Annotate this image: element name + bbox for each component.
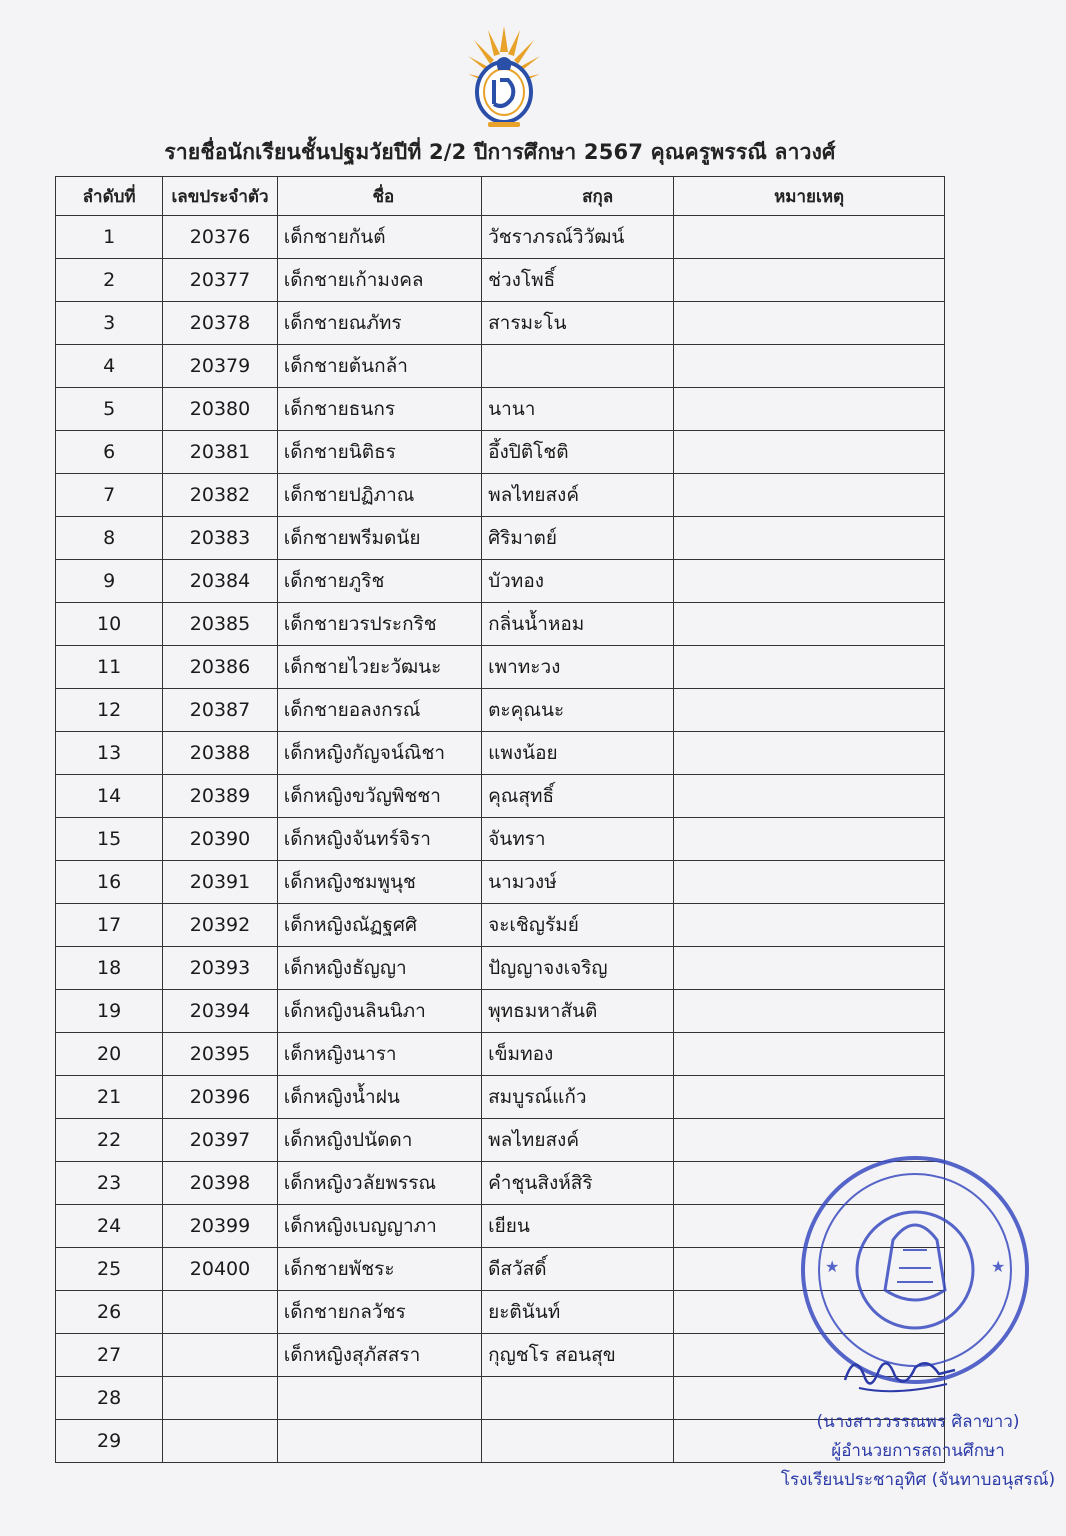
cell-number: 8 bbox=[56, 517, 163, 560]
cell-first-name: เด็กชายกลวัชร bbox=[277, 1291, 481, 1334]
cell-last-name bbox=[482, 345, 674, 388]
cell-student-id: 20390 bbox=[163, 818, 277, 861]
cell-number: 1 bbox=[56, 216, 163, 259]
cell-number: 21 bbox=[56, 1076, 163, 1119]
cell-last-name: แพงน้อย bbox=[482, 732, 674, 775]
cell-student-id: 20384 bbox=[163, 560, 277, 603]
cell-first-name: เด็กหญิงจันทร์จิรา bbox=[277, 818, 481, 861]
cell-student-id: 20379 bbox=[163, 345, 277, 388]
cell-student-id: 20380 bbox=[163, 388, 277, 431]
table-row bbox=[56, 302, 945, 345]
cell-first-name: เด็กชายวรประกริช bbox=[277, 603, 481, 646]
cell-first-name: เด็กชายเก้ามงคล bbox=[277, 259, 481, 302]
cell-last-name: ปัญญาจงเจริญ bbox=[482, 947, 674, 990]
cell-first-name: เด็กชายอลงกรณ์ bbox=[277, 689, 481, 732]
cell-last-name: วัชราภรณ์วิวัฒน์ bbox=[482, 216, 674, 259]
table-row bbox=[56, 646, 945, 689]
cell-first-name: เด็กหญิงเบญญาภา bbox=[277, 1205, 481, 1248]
cell-last-name: ศิริมาตย์ bbox=[482, 517, 674, 560]
cell-number: 6 bbox=[56, 431, 163, 474]
cell-first-name: เด็กหญิงนารา bbox=[277, 1033, 481, 1076]
cell-last-name: พลไทยสงค์ bbox=[482, 1119, 674, 1162]
cell-last-name: เยียน bbox=[482, 1205, 674, 1248]
table-row bbox=[56, 431, 945, 474]
cell-first-name: เด็กหญิงธัญญา bbox=[277, 947, 481, 990]
cell-first-name: เด็กหญิงนลินนิภา bbox=[277, 990, 481, 1033]
cell-number: 22 bbox=[56, 1119, 163, 1162]
table-row bbox=[56, 904, 945, 947]
handwritten-signature bbox=[835, 1340, 965, 1400]
cell-last-name: จะเชิญรัมย์ bbox=[482, 904, 674, 947]
cell-number: 23 bbox=[56, 1162, 163, 1205]
table-row bbox=[56, 560, 945, 603]
table-row bbox=[56, 689, 945, 732]
table-row bbox=[56, 345, 945, 388]
table-row bbox=[56, 947, 945, 990]
cell-last-name: ตะคุณนะ bbox=[482, 689, 674, 732]
cell-last-name: คุณสุทธิ์ bbox=[482, 775, 674, 818]
school-emblem-icon bbox=[466, 22, 542, 130]
cell-last-name: ดีสวัสดิ์ bbox=[482, 1248, 674, 1291]
cell-first-name: เด็กหญิงปนัดดา bbox=[277, 1119, 481, 1162]
cell-number: 5 bbox=[56, 388, 163, 431]
cell-first-name: เด็กหญิงชมพูนุช bbox=[277, 861, 481, 904]
table-row bbox=[56, 517, 945, 560]
cell-remarks bbox=[674, 517, 945, 560]
cell-remarks bbox=[674, 474, 945, 517]
cell-remarks bbox=[674, 1033, 945, 1076]
cell-student-id: 20376 bbox=[163, 216, 277, 259]
cell-student-id: 20381 bbox=[163, 431, 277, 474]
cell-first-name: เด็กชายธนกร bbox=[277, 388, 481, 431]
cell-number: 3 bbox=[56, 302, 163, 345]
cell-first-name: เด็กชายภูริช bbox=[277, 560, 481, 603]
cell-student-id: 20388 bbox=[163, 732, 277, 775]
cell-remarks bbox=[674, 388, 945, 431]
svg-text:★: ★ bbox=[825, 1257, 840, 1276]
cell-remarks bbox=[674, 431, 945, 474]
cell-first-name: เด็กชายกันต์ bbox=[277, 216, 481, 259]
cell-first-name: เด็กชายปฏิภาณ bbox=[277, 474, 481, 517]
cell-student-id: 20395 bbox=[163, 1033, 277, 1076]
cell-last-name: นามวงษ์ bbox=[482, 861, 674, 904]
cell-remarks bbox=[674, 216, 945, 259]
cell-last-name: เพาทะวง bbox=[482, 646, 674, 689]
table-row bbox=[56, 259, 945, 302]
cell-student-id: 20394 bbox=[163, 990, 277, 1033]
cell-remarks bbox=[674, 646, 945, 689]
cell-first-name: เด็กหญิงน้ำฝน bbox=[277, 1076, 481, 1119]
cell-remarks bbox=[674, 302, 945, 345]
cell-last-name: อึ้งปิติโชติ bbox=[482, 431, 674, 474]
table-row bbox=[56, 732, 945, 775]
cell-first-name: เด็กหญิงวลัยพรรณ bbox=[277, 1162, 481, 1205]
table-row bbox=[56, 1076, 945, 1119]
table-header-row bbox=[56, 177, 945, 216]
cell-remarks bbox=[674, 1076, 945, 1119]
cell-student-id: 20386 bbox=[163, 646, 277, 689]
cell-student-id: 20396 bbox=[163, 1076, 277, 1119]
signature-block bbox=[770, 1408, 1066, 1495]
cell-remarks bbox=[674, 775, 945, 818]
cell-last-name: นานา bbox=[482, 388, 674, 431]
cell-number: 4 bbox=[56, 345, 163, 388]
cell-first-name: เด็กหญิงสุภัสสรา bbox=[277, 1334, 481, 1377]
cell-number: 14 bbox=[56, 775, 163, 818]
cell-remarks bbox=[674, 904, 945, 947]
cell-last-name: กุญชโร สอนสุข bbox=[482, 1334, 674, 1377]
cell-student-id: 20378 bbox=[163, 302, 277, 345]
cell-first-name: เด็กชายณภัทร bbox=[277, 302, 481, 345]
cell-last-name: จันทรา bbox=[482, 818, 674, 861]
column-header-remarks: หมายเหตุ bbox=[674, 177, 945, 216]
cell-first-name bbox=[277, 1377, 481, 1420]
cell-last-name bbox=[482, 1377, 674, 1420]
cell-last-name: ยะตินันท์ bbox=[482, 1291, 674, 1334]
cell-number: 29 bbox=[56, 1420, 163, 1463]
cell-number: 19 bbox=[56, 990, 163, 1033]
cell-student-id: 20385 bbox=[163, 603, 277, 646]
cell-student-id: 20387 bbox=[163, 689, 277, 732]
cell-first-name bbox=[277, 1420, 481, 1463]
cell-remarks bbox=[674, 259, 945, 302]
cell-remarks bbox=[674, 603, 945, 646]
cell-remarks bbox=[674, 689, 945, 732]
table-row bbox=[56, 1033, 945, 1076]
column-header-first-name: ชื่อ bbox=[277, 177, 481, 216]
cell-student-id: 20399 bbox=[163, 1205, 277, 1248]
cell-first-name: เด็กหญิงณัฏฐศศิ bbox=[277, 904, 481, 947]
cell-remarks bbox=[674, 345, 945, 388]
table-row bbox=[56, 216, 945, 259]
cell-number: 9 bbox=[56, 560, 163, 603]
school-name: โรงเรียนประชาอุทิศ (จันทาบอนุสรณ์) bbox=[780, 1470, 1056, 1490]
cell-remarks bbox=[674, 818, 945, 861]
cell-number: 17 bbox=[56, 904, 163, 947]
cell-student-id: 20389 bbox=[163, 775, 277, 818]
cell-first-name: เด็กหญิงกัญจน์ณิชา bbox=[277, 732, 481, 775]
signatory-name: (นางสาววรรณพร ศิลาขาว) bbox=[816, 1412, 1020, 1432]
cell-student-id: 20383 bbox=[163, 517, 277, 560]
cell-number: 24 bbox=[56, 1205, 163, 1248]
column-header-number: ลำดับที่ bbox=[56, 177, 163, 216]
cell-student-id: 20392 bbox=[163, 904, 277, 947]
cell-student-id: 20400 bbox=[163, 1248, 277, 1291]
cell-number: 27 bbox=[56, 1334, 163, 1377]
cell-last-name: พลไทยสงค์ bbox=[482, 474, 674, 517]
table-row bbox=[56, 775, 945, 818]
cell-first-name: เด็กชายพัชระ bbox=[277, 1248, 481, 1291]
cell-remarks bbox=[674, 560, 945, 603]
cell-number: 16 bbox=[56, 861, 163, 904]
table-row bbox=[56, 474, 945, 517]
table-row bbox=[56, 861, 945, 904]
cell-last-name bbox=[482, 1420, 674, 1463]
cell-last-name: สารมะโน bbox=[482, 302, 674, 345]
svg-text:★: ★ bbox=[991, 1257, 1006, 1276]
cell-student-id bbox=[163, 1334, 277, 1377]
table-row bbox=[56, 990, 945, 1033]
cell-number: 18 bbox=[56, 947, 163, 990]
document-title: รายชื่อนักเรียนชั้นปฐมวัยปีที่ 2/2 ปีการศึกษา 2567 คุณครูพรรณี ลาวงศ์ bbox=[164, 140, 836, 164]
cell-first-name: เด็กชายไวยะวัฒนะ bbox=[277, 646, 481, 689]
table-row bbox=[56, 603, 945, 646]
signatory-position: ผู้อำนวยการสถานศึกษา bbox=[831, 1441, 1005, 1461]
cell-first-name: เด็กชายพรีมดนัย bbox=[277, 517, 481, 560]
cell-number: 13 bbox=[56, 732, 163, 775]
cell-number: 26 bbox=[56, 1291, 163, 1334]
cell-remarks bbox=[674, 861, 945, 904]
cell-last-name: พุทธมหาสันติ bbox=[482, 990, 674, 1033]
cell-first-name: เด็กหญิงขวัญพิชชา bbox=[277, 775, 481, 818]
cell-student-id: 20391 bbox=[163, 861, 277, 904]
cell-last-name: บัวทอง bbox=[482, 560, 674, 603]
cell-student-id: 20377 bbox=[163, 259, 277, 302]
table-row bbox=[56, 818, 945, 861]
cell-last-name: คำชุนสิงห์สิริ bbox=[482, 1162, 674, 1205]
cell-student-id: 20398 bbox=[163, 1162, 277, 1205]
cell-last-name: กลิ่นน้ำหอม bbox=[482, 603, 674, 646]
cell-number: 15 bbox=[56, 818, 163, 861]
cell-number: 28 bbox=[56, 1377, 163, 1420]
cell-last-name: ช่วงโพธิ์ bbox=[482, 259, 674, 302]
table-row bbox=[56, 388, 945, 431]
cell-student-id: 20397 bbox=[163, 1119, 277, 1162]
cell-student-id bbox=[163, 1377, 277, 1420]
cell-student-id bbox=[163, 1291, 277, 1334]
cell-remarks bbox=[674, 990, 945, 1033]
cell-last-name: เข็มทอง bbox=[482, 1033, 674, 1076]
cell-number: 2 bbox=[56, 259, 163, 302]
cell-number: 10 bbox=[56, 603, 163, 646]
cell-last-name: สมบูรณ์แก้ว bbox=[482, 1076, 674, 1119]
cell-remarks bbox=[674, 947, 945, 990]
column-header-student-id: เลขประจำตัว bbox=[163, 177, 277, 216]
cell-student-id bbox=[163, 1420, 277, 1463]
cell-first-name: เด็กชายนิติธร bbox=[277, 431, 481, 474]
cell-student-id: 20393 bbox=[163, 947, 277, 990]
cell-number: 12 bbox=[56, 689, 163, 732]
cell-student-id: 20382 bbox=[163, 474, 277, 517]
cell-number: 11 bbox=[56, 646, 163, 689]
column-header-last-name: สกุล bbox=[482, 177, 674, 216]
cell-number: 25 bbox=[56, 1248, 163, 1291]
cell-remarks bbox=[674, 732, 945, 775]
cell-number: 7 bbox=[56, 474, 163, 517]
cell-number: 20 bbox=[56, 1033, 163, 1076]
cell-first-name: เด็กชายต้นกล้า bbox=[277, 345, 481, 388]
